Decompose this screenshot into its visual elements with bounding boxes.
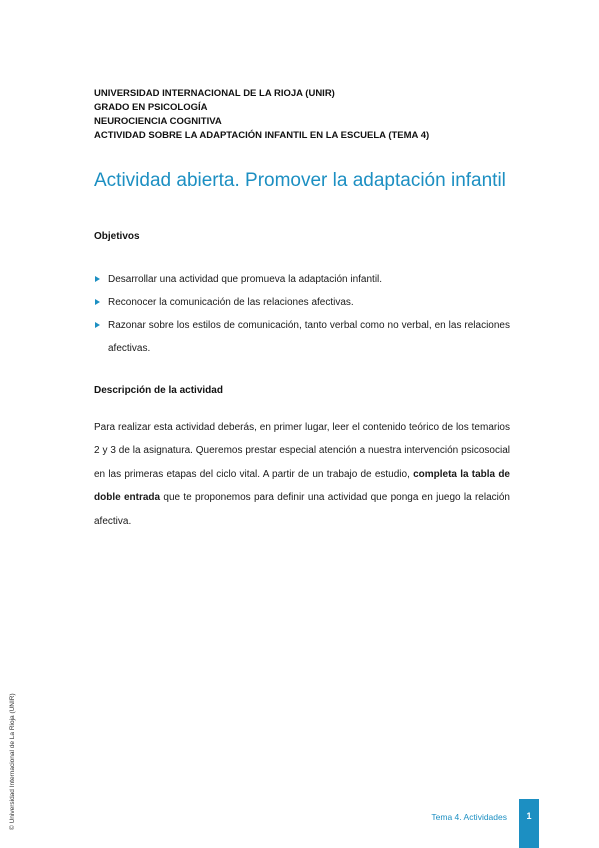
document-header: [94, 87, 514, 143]
description-text-start: Para realizar esta actividad deberás, en primer lugar, leer el contenido teórico de los temarios 2 y 3 de la asignatura. Queremos prestar especial atención a nuestra intervención psicosocial en las primeras etapas del ciclo vital. A partir de un trabajo de estudio,: [94, 422, 510, 480]
objectives-list: [94, 268, 510, 360]
description-paragraph: [94, 416, 510, 533]
description-heading: Descripción de la actividad: [94, 385, 223, 396]
copyright-notice: © Universidad Internacional de La Rioja (UNIR): [9, 693, 16, 830]
page-title: Actividad abierta. Promover la adaptación infantil: [94, 170, 506, 191]
list-item: [94, 314, 510, 360]
header-degree: GRADO EN PSICOLOGÍA: [94, 102, 208, 113]
triangle-right-icon: [95, 276, 100, 282]
triangle-right-icon: [95, 322, 100, 328]
list-item: [94, 268, 510, 291]
objective-text: Reconocer la comunicación de las relaciones afectivas.: [108, 297, 354, 308]
footer-label: Tema 4. Actividades: [431, 812, 507, 822]
objectives-heading: Objetivos: [94, 231, 140, 242]
description-text-end: que te proponemos para definir una actividad que ponga en juego la relación afectiva.: [94, 492, 510, 527]
header-activity: ACTIVIDAD SOBRE LA ADAPTACIÓN INFANTIL EN LA ESCUELA (TEMA 4): [94, 130, 430, 141]
header-subject: NEUROCIENCIA COGNITIVA: [94, 116, 222, 127]
list-item: [94, 291, 510, 314]
description-text-emphasis: completa la tabla de doble entrada: [94, 468, 510, 504]
objective-text: Desarrollar una actividad que promueva la adaptación infantil.: [108, 274, 383, 285]
page-number-tab: [519, 799, 539, 848]
page-number: 1: [526, 811, 532, 821]
objective-text: Razonar sobre los estilos de comunicación, tanto verbal como no verbal, en las relaciones afectivas.: [108, 320, 510, 354]
header-university: UNIVERSIDAD INTERNACIONAL DE LA RIOJA (UNIR): [94, 88, 335, 99]
triangle-right-icon: [95, 299, 100, 305]
